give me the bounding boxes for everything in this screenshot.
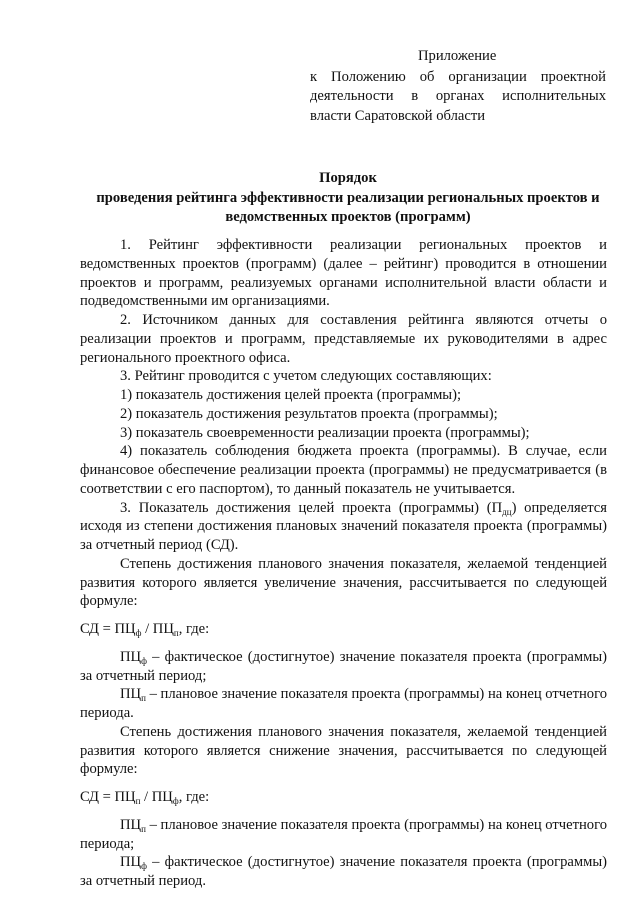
formula-1-sub-a: ф [135,628,142,638]
document-title [80,169,616,228]
appendix-header [310,47,606,126]
formula-2-sub-b: ф [172,796,179,806]
paragraph-5: Степень достижения планового значения показателя, желаемой тенденцией развития которого является увеличение значения, рассчитывается по следующей формуле: [80,555,607,610]
definition-2-text: – плановое значение показателя проекта (программы) на конец отчетного периода. [80,686,607,721]
formula-1-part-c: , где: [178,621,210,637]
definition-4-text: – фактическое (достигнутое) значение показателя проекта (программы) за отчетный период. [80,854,607,889]
definition-1-symbol: ПЦ [120,648,142,665]
definition-3-sub: п [141,823,146,834]
formula-2-sub-a: п [135,796,141,806]
formula-2 [80,788,607,807]
list-item-1: 1) показатель достижения целей проекта (программы); [120,387,462,403]
paragraph-3: 3. Рейтинг проводится с учетом следующих составляющих: [120,368,492,385]
definition-1-sub: ф [141,655,147,666]
definition-4 [80,853,607,891]
definition-2 [80,685,607,723]
formula-1 [80,620,607,639]
formula-1-sub-b: п [173,628,179,638]
paragraph-4-text-b: ) определяется исходя из степени достижения плановых значений показателя проекта (программы) за отчетный период (СД). [80,499,607,553]
list-item-2: 2) показатель достижения результатов проекта (программы); [120,405,498,422]
list-item-4: 4) показатель соблюдения бюджета проекта (программы). В случае, если финансовое обеспечение реализации проекта (программы) не предусматривается (в соответствии с его паспортом), то данный показатель не учитывается. [80,443,607,497]
title-line-1: Порядок [319,170,377,186]
paragraph-1: 1. Рейтинг эффективности реализации региональных проектов и ведомственных проектов (программ) (далее – рейтинг) проводится в отношении проектов и программ, реализуемых органами исполнительной власти области и подведомственными им организациями. [80,237,607,310]
document-body [80,236,607,891]
definition-3-text: – плановое значение показателя проекта (программы) на конец отчетного периода; [80,816,607,852]
definition-4-sub: ф [141,861,147,872]
paragraph-4-text-a: 3. Показатель достижения целей проекта (программы) (П [120,499,503,516]
formula-2-part-a: СД = ПЦ [80,789,136,805]
definition-1 [80,648,607,686]
formula-2-part-b: / ПЦ [140,789,173,805]
formula-2-part-c: , где: [178,789,210,805]
definition-4-symbol: ПЦ [120,854,142,871]
formula-1-part-a: СД = ПЦ [80,621,136,637]
definition-3 [80,816,607,854]
definition-2-symbol: ПЦ [120,686,142,703]
paragraph-4-subscript: дц [502,506,512,517]
title-line-2: проведения рейтинга эффективности реализации региональных проектов и ведомственных проектов (программ) [96,189,600,225]
list-item-3: 3) показатель своевременности реализации проекта (программы); [120,424,530,441]
formula-1-part-b: / ПЦ [141,621,174,637]
definition-1-text: – фактическое (достигнутое) значение показателя проекта (программы) за отчетный период; [80,648,607,684]
paragraph-4 [80,499,607,555]
definition-2-sub: п [141,693,146,704]
paragraph-6: Степень достижения планового значения показателя, желаемой тенденцией развития которого является снижение значения, рассчитывается по следующей формуле: [80,723,607,778]
definition-3-symbol: ПЦ [120,816,142,833]
appendix-title: Приложение [418,48,497,64]
appendix-reference: к Положению об организации проектной деятельности в органах исполнительных власти Саратовской области [310,68,606,124]
paragraph-2: 2. Источником данных для составления рейтинга являются отчеты о реализации проектов и программ, представляемые их руководителями в адрес регионального проектного офиса. [80,312,607,366]
